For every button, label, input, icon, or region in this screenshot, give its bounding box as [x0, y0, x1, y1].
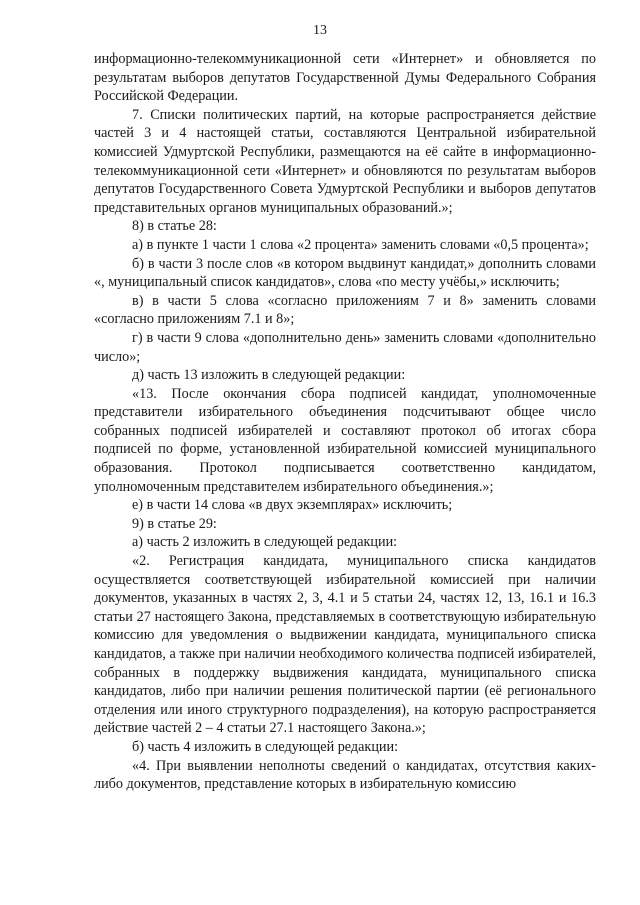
document-body	[94, 50, 596, 794]
paragraph: 8) в статье 28:	[132, 218, 217, 235]
paragraph: 7. Списки политических партий, на которые распространяется действие частей 3 и 4 настоящей статьи, составляются Центральной избирательной комиссией Удмуртской Республики, размещаются на её сайте в информационно-телекоммуникационной сети «Интернет» и обновляются по результатам выборов депутатов Государственного Совета Удмуртской Республики и выборов депутатов представительных органов муниципальных образований.»;	[94, 106, 596, 216]
page-number: 13	[313, 23, 327, 38]
paragraph: 9) в статье 29:	[132, 515, 217, 532]
paragraph: «2. Регистрация кандидата, муниципального списка кандидатов осуществляется соответствующей избирательной комиссией при наличии документов, указанных в частях 2, 3, 4.1 и 5 статьи 24, частях 12, 13, 16.1 и 16.3 статьи 27 настоящего Закона, представляемых в соответствующую избирательную комиссию для уведомления о выдвижении кандидата, муниципального списка кандидатов, а также при наличии необходимого количества подписей избирателей, собранных в поддержку выдвижения кандидата, муниципального списка кандидатов, либо при наличии решения политической партии (её регионального отделения или иного структурного подразделения), на которую распространяется действие частей 2 – 4 статьи 27.1 настоящего Закона.»;	[94, 553, 596, 737]
paragraph: б) в части 3 после слов «в котором выдвинут кандидат,» дополнить словами «, муниципальный список кандидатов», слова «по месту учёбы,» исключить;	[94, 255, 596, 291]
paragraph: е) в части 14 слова «в двух экземплярах» исключить;	[132, 497, 453, 514]
paragraph: «4. При выявлении неполноты сведений о кандидатах, отсутствия каких-либо документов, представление которых в избирательную комиссию	[94, 757, 596, 793]
paragraph: б) часть 4 изложить в следующей редакции:	[132, 738, 399, 755]
paragraph: а) в пункте 1 части 1 слова «2 процента» заменить словами «0,5 процента»;	[132, 236, 589, 253]
paragraph: г) в части 9 слова «дополнительно день» заменить словами «дополнительно число»;	[94, 329, 596, 365]
paragraph: а) часть 2 изложить в следующей редакции:	[132, 534, 398, 551]
paragraph: д) часть 13 изложить в следующей редакции:	[132, 367, 406, 384]
paragraph: «13. После окончания сбора подписей кандидат, уполномоченные представители избирательного объединения подсчитывают общее число собранных подписей избирателей и составляют протокол об итогах сбора подписей по форме, установленной избирательной комиссией муниципального образования. Протокол подписывается соответственно кандидатом, уполномоченным представителем избирательного объединения.»;	[94, 385, 596, 495]
paragraph: информационно-телекоммуникационной сети «Интернет» и обновляется по результатам выборов депутатов Государственной Думы Федерального Собрания Российской Федерации.	[94, 51, 596, 105]
paragraph: в) в части 5 слова «согласно приложениям 7 и 8» заменить словами «согласно приложениям 7.1 и 8»;	[94, 292, 596, 328]
